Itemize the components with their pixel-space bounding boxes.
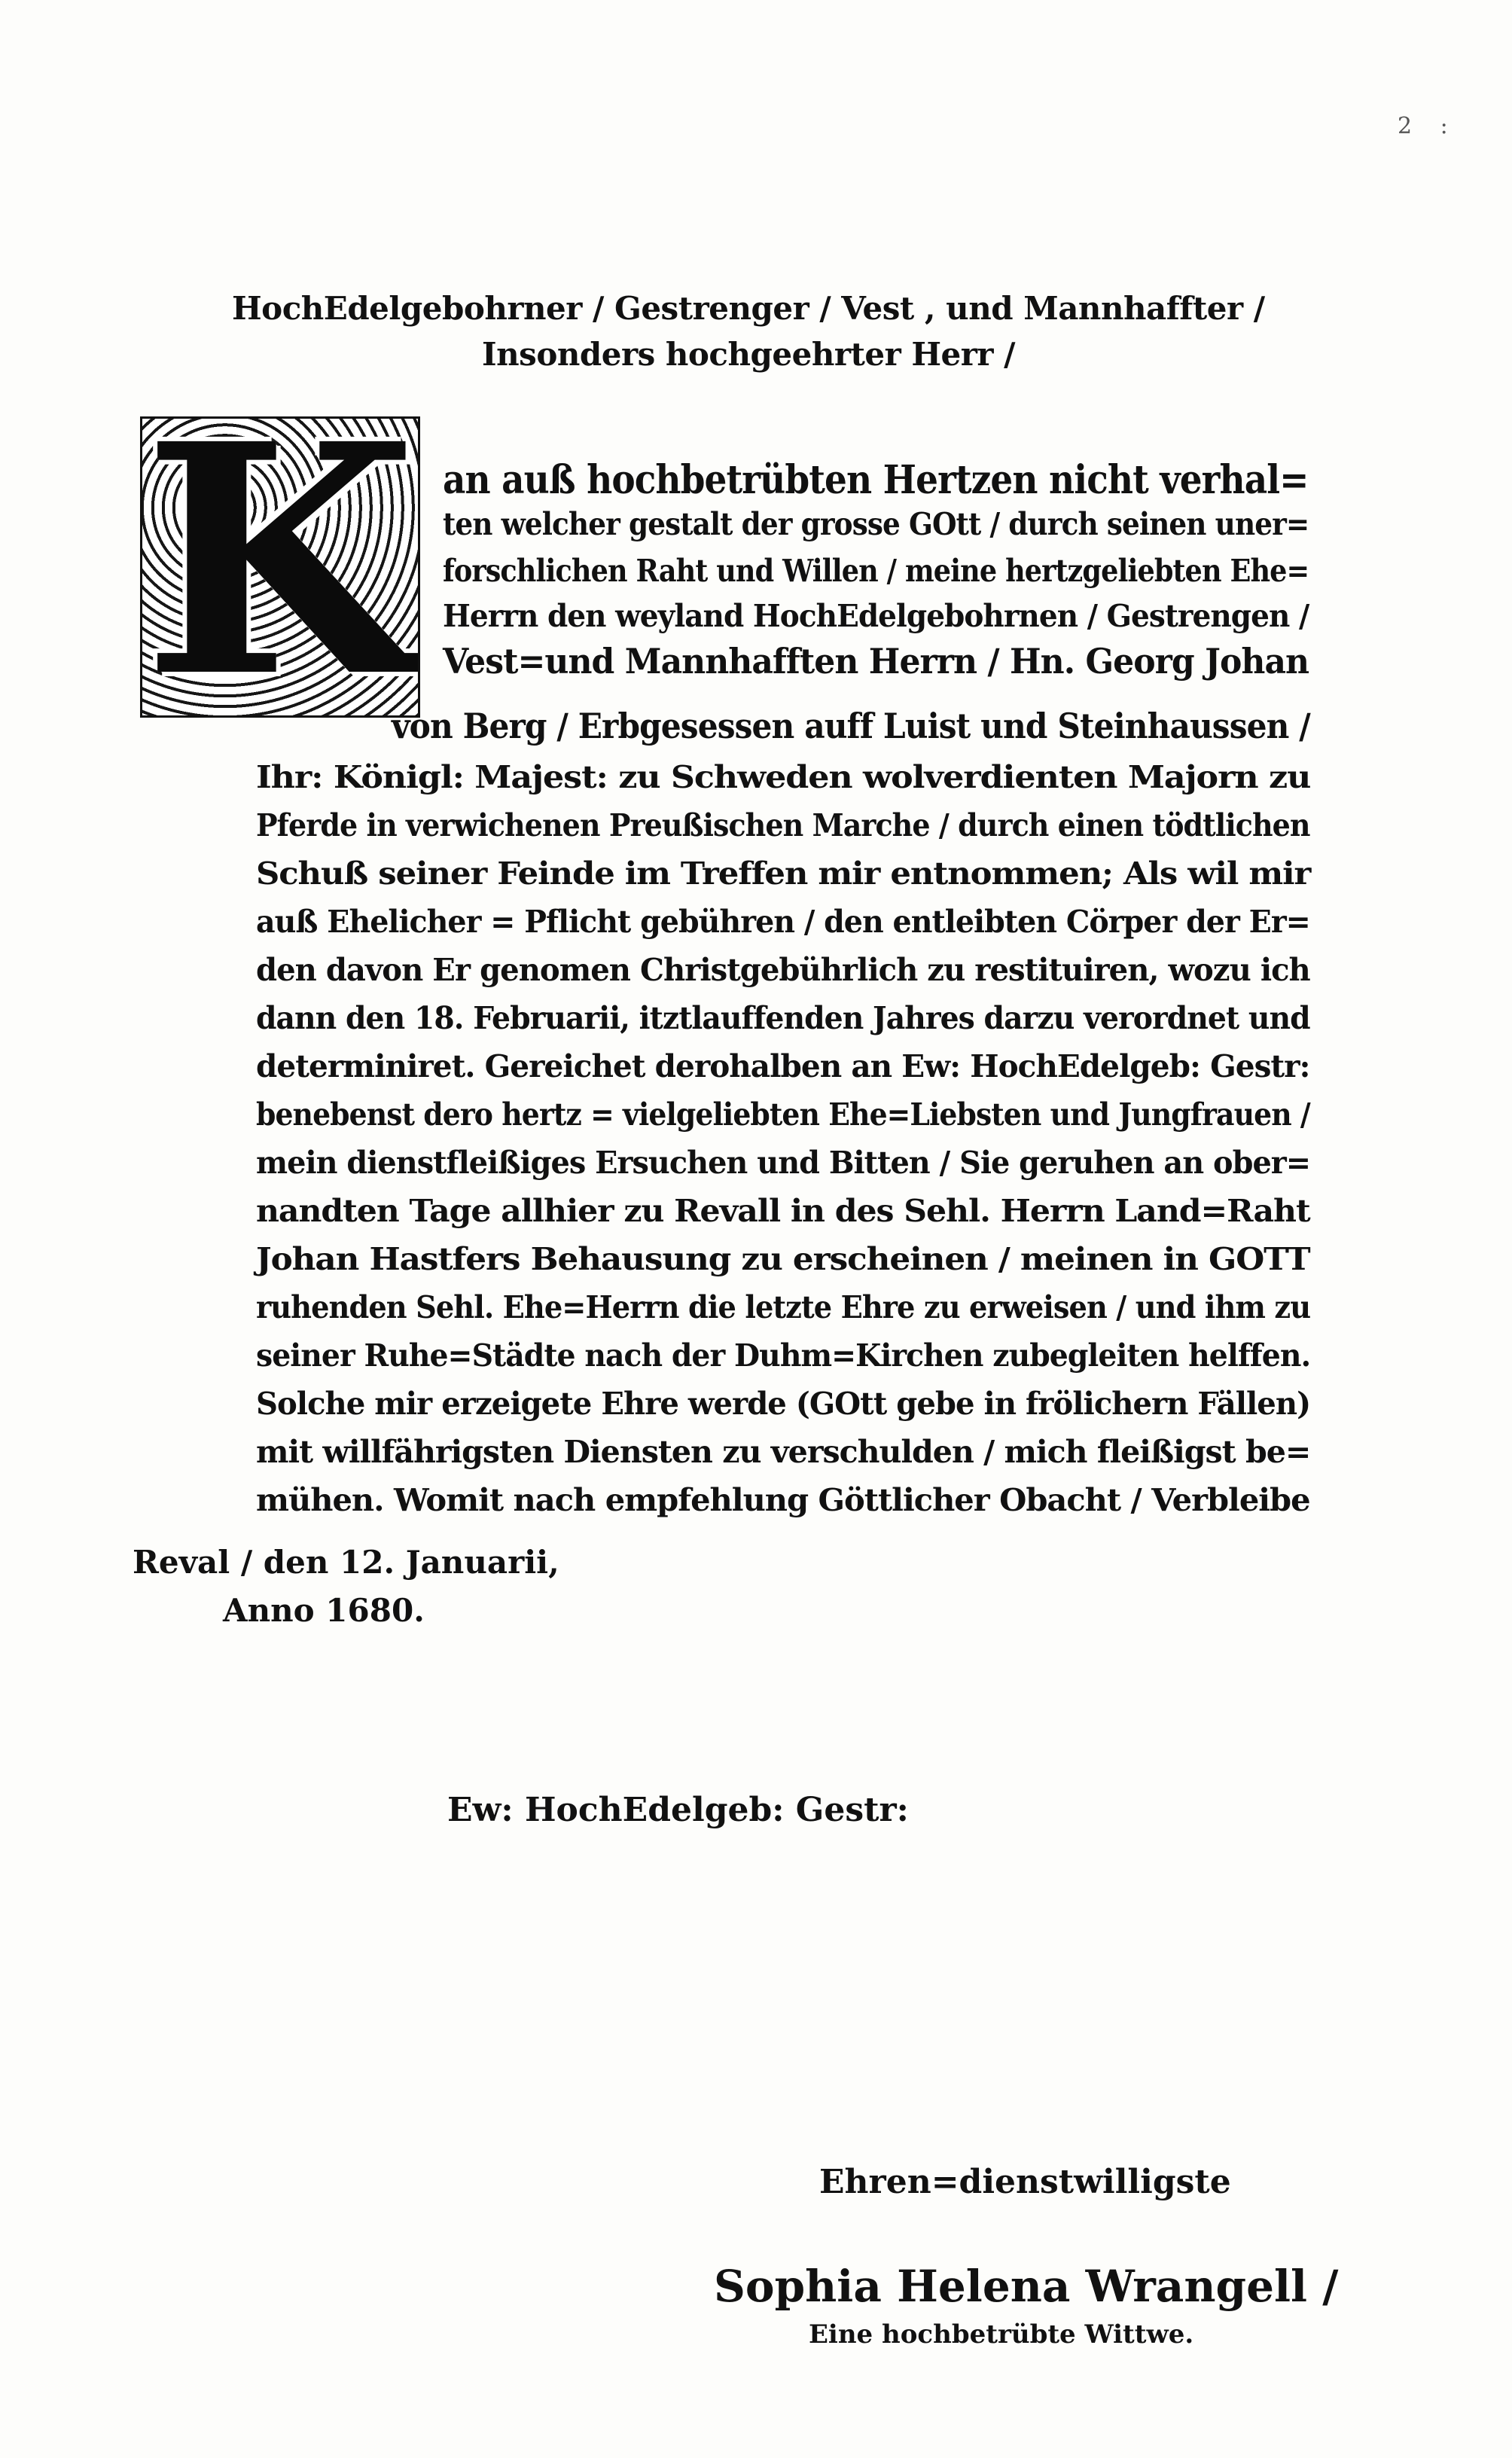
body-line: ruhenden Sehl. Ehe=Herrn die letzte Ehre zu erweisen / und ihm zu xyxy=(256,1289,1311,1325)
body-line: dann den 18. Februarii, itztlauffenden Jahres darzu verordnet und xyxy=(256,1000,1310,1036)
body-line: an auß hochbetrübten Hertzen nicht verhal= xyxy=(443,457,1309,503)
signature: Sophia Helena Wrangell / xyxy=(714,2261,1339,2312)
body-line: Johan Hastfers Behausung zu erscheinen / meinen in GOTT xyxy=(256,1241,1310,1277)
place-date-line-2: Anno 1680. xyxy=(223,1592,425,1629)
decorated-initial xyxy=(140,416,420,718)
body-line: Vest=und Mannhafften Herrn / Hn. Georg Johan xyxy=(443,641,1309,682)
body-line: determiniret. Gereichet derohalben an Ew: HochEdelgeb: Gestr: xyxy=(256,1048,1310,1084)
salutation-line-2: Insonders hochgeehrter Herr / xyxy=(482,336,1015,373)
body-line: Ihr: Königl: Majest: zu Schweden wolverdienten Majorn zu xyxy=(256,759,1311,795)
body-line: von Berg / Erbgesessen auff Luist und Steinhaussen / xyxy=(392,706,1310,746)
salutation-line-1: HochEdelgebohrner / Gestrenger / Vest , und Mannhaffter / xyxy=(232,290,1265,327)
body-line: benebenst dero hertz = vielgeliebten Ehe=Liebsten und Jungfrauen / xyxy=(256,1096,1310,1133)
place-date-line-1: Reval / den 12. Januarii, xyxy=(133,1544,559,1581)
body-line: mein dienstfleißiges Ersuchen und Bitten / Sie geruhen an ober= xyxy=(256,1145,1311,1181)
body-line: den davon Er genomen Christgebührlich zu restituiren, wozu ich xyxy=(256,952,1310,988)
body-line: seiner Ruhe=Städte nach der Duhm=Kirchen zubegleiten helffen. xyxy=(256,1337,1311,1374)
body-line: Schuß seiner Feinde im Treffen mir entnommen; Als wil mir xyxy=(256,855,1311,892)
page-number: 2 : xyxy=(1398,113,1459,139)
body-line: Pferde in verwichenen Preußischen Marche / durch einen tödtlichen xyxy=(256,807,1310,843)
body-line: mit willfährigsten Diensten zu verschulden / mich fleißigst be= xyxy=(256,1434,1311,1470)
signature-title: Eine hochbetrübte Wittwe. xyxy=(809,2319,1194,2350)
body-line: forschlichen Raht und Willen / meine hertzgeliebten Ehe= xyxy=(443,553,1309,589)
body-line: auß Ehelicher = Pflicht gebühren / den entleibten Cörper der Er= xyxy=(256,904,1310,940)
body-line: Solche mir erzeigete Ehre werde (GOtt gebe in frölichern Fällen) xyxy=(256,1386,1311,1422)
closing-address: Ew: HochEdelgeb: Gestr: xyxy=(447,1791,909,1829)
initial-letter: K xyxy=(142,416,418,718)
body-line: ten welcher gestalt der grosse GOtt / durch seinen uner= xyxy=(443,506,1309,542)
body-line: mühen. Womit nach empfehlung Göttlicher Obacht / Verbleibe xyxy=(256,1482,1310,1518)
body-line: nandten Tage allhier zu Revall in des Sehl. Herrn Land=Raht xyxy=(256,1193,1310,1229)
closing-servant: Ehren=dienstwilligste xyxy=(819,2163,1231,2201)
body-line: Herrn den weyland HochEdelgebohrnen / Gestrengen / xyxy=(443,598,1309,634)
